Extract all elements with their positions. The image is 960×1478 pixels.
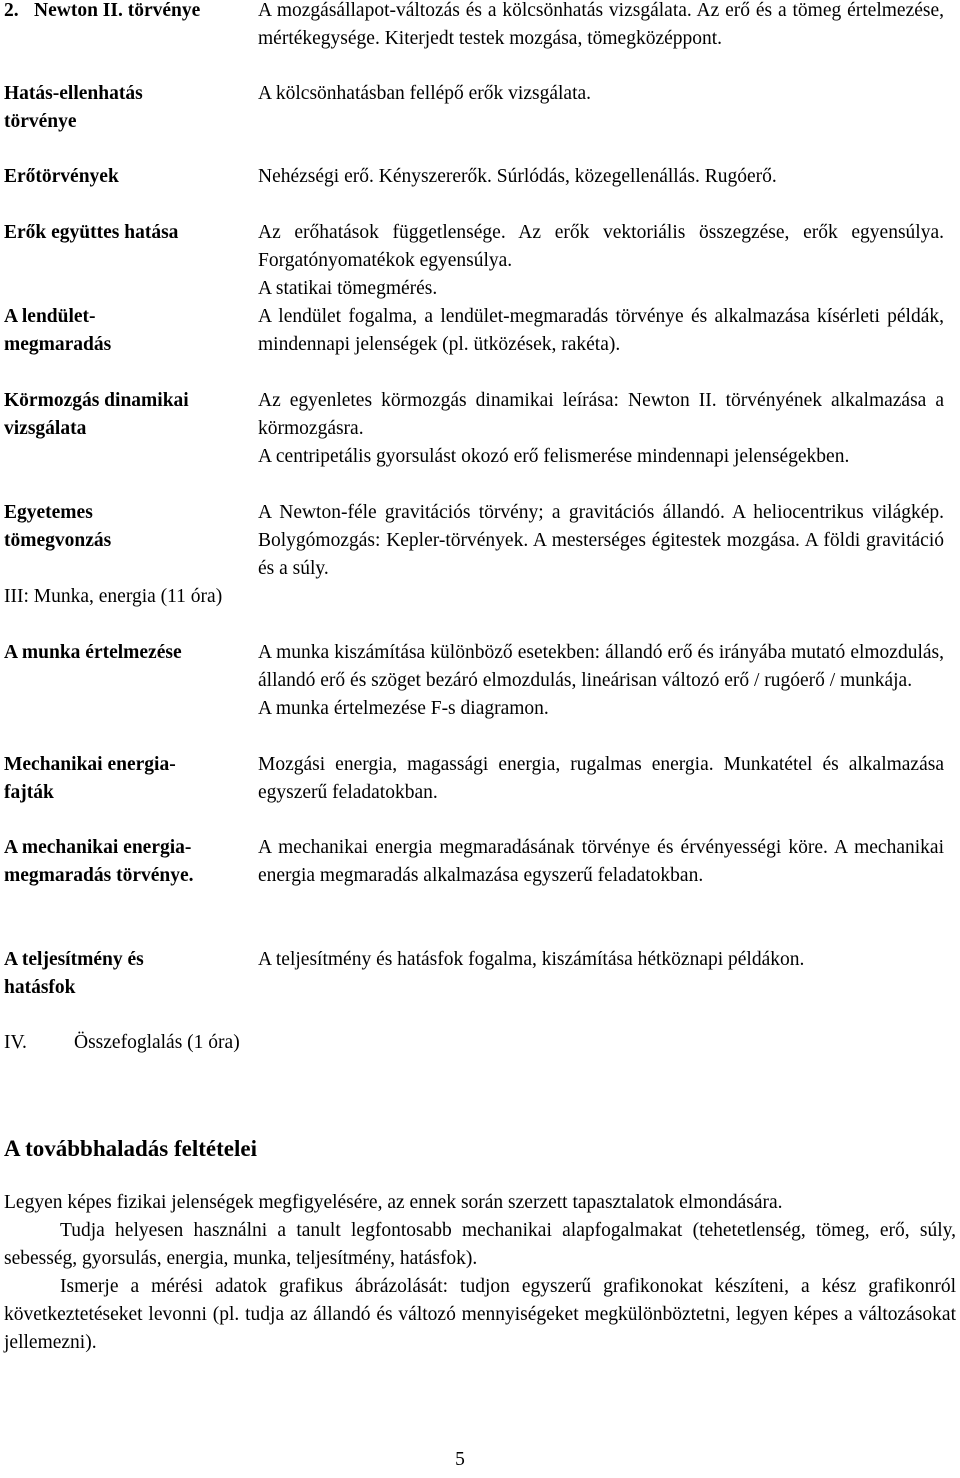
topic-description: Mozgási energia, magassági energia, rugalmas energia. Munkatétel és alkalmazása egyszerű feladatokban.	[258, 754, 944, 803]
topic-row-force-laws	[4, 163, 944, 191]
topic-row-newton-2	[4, 0, 944, 53]
topic-row-mechanical-energy	[4, 751, 944, 807]
topic-description: Az egyenletes körmozgás dinamikai leírása: Newton II. törvényének alkalmazása a körmozgásra. A centripetális gyorsulást okozó erő felismerése mindennapi jelenségekben.	[258, 390, 944, 467]
topic-row-power-efficiency	[4, 946, 944, 1002]
requirement-paragraph: Legyen képes fizikai jelenségek megfigyelésére, az ennek során szerzett tapasztalatok elmondására.	[4, 1192, 783, 1213]
topic-label: A mechanikai energia-megmaradás törvénye.	[4, 837, 194, 886]
topic-row-combined-forces	[4, 219, 944, 303]
topic-description: A mozgásállapot-változás és a kölcsönhatás vizsgálata. Az erő és a tömeg értelmezése, mértékegysége. Kiterjedt testek mozgása, tömegközéppont.	[258, 0, 944, 49]
requirement-paragraph: Ismerje a mérési adatok grafikus ábrázolását: tudjon egyszerű grafikonokat készíteni, a kész grafikonról következtetéseket levonni (pl. tudja az állandó és változó mennyiségeket megkülönböztetni, legyen képes a változásokat jellemezni).	[4, 1276, 956, 1353]
topic-label: Körmozgás dinamikai vizsgálata	[4, 390, 189, 439]
topic-label: A teljesítmény és hatásfok	[4, 949, 144, 998]
topic-row-work	[4, 639, 944, 723]
topic-number: 2.	[4, 0, 19, 21]
topic-row-action-reaction	[4, 80, 944, 136]
topic-description: Az erőhatások függetlensége. Az erők vektoriális összegzése, erők egyensúlya. Forgatónyomatékok egyensúlya. A statikai tömegmérés.	[258, 222, 944, 299]
topic-label: Erők együttes hatása	[4, 222, 179, 243]
topic-row-energy-conservation	[4, 834, 944, 890]
topic-row-circular-motion	[4, 387, 944, 471]
topic-label: Erőtörvények	[4, 166, 119, 187]
topic-label: Mechanikai energia-fajták	[4, 754, 176, 803]
requirement-paragraph: Tudja helyesen használni a tanult legfontosabb mechanikai alapfogalmakat (tehetetlenség, tömeg, erő, súly, sebesség, gyorsulás, energia, munka, teljesítmény, hatásfok).	[4, 1220, 956, 1269]
topic-label: A munka értelmezése	[4, 642, 182, 663]
requirements-heading: A továbbhaladás feltételei	[4, 1136, 257, 1161]
section-title-summary: IV. Összefoglalás (1 óra)	[4, 1029, 240, 1057]
topic-description: Nehézségi erő. Kényszererők. Súrlódás, közegellenállás. Rugóerő.	[258, 166, 777, 187]
topic-label: Hatás-ellenhatás törvénye	[4, 83, 143, 132]
section-number: IV.	[4, 1032, 27, 1053]
topic-row-momentum	[4, 303, 944, 359]
topic-label: Egyetemes tömegvonzás	[4, 502, 112, 551]
topic-row-gravitation	[4, 499, 944, 583]
topic-label: A lendület-megmaradás	[4, 306, 112, 355]
topic-description: A munka kiszámítása különböző esetekben: állandó erő és irányába mutató elmozdulás, állandó erő és szöget bezáró elmozdulás, lineárisan változó erő / rugóerő / munkája. A munka értelmezése F-s diagramon.	[258, 642, 944, 719]
topic-label: 2. Newton II. törvénye	[4, 0, 258, 25]
requirements-text	[4, 1189, 956, 1357]
section-title-work-energy: III: Munka, energia (11 óra)	[4, 586, 223, 607]
topic-description: A mechanikai energia megmaradásának törvénye és érvényességi köre. A mechanikai energia megmaradás alkalmazása egyszerű feladatokban.	[258, 837, 944, 886]
topic-description: A Newton-féle gravitációs törvény; a gravitációs állandó. A heliocentrikus világkép. Bolygómozgás: Kepler-törvények. A mesterséges égitestek mozgása. A földi gravitáció és a súly.	[258, 502, 944, 579]
topic-description: A teljesítmény és hatásfok fogalma, kiszámítása hétköznapi példákon.	[258, 949, 805, 970]
page-number: 5	[455, 1449, 465, 1470]
topic-description: A lendület fogalma, a lendület-megmaradás törvénye és alkalmazása kísérleti példák, mindennapi jelenségek (pl. ütközések, rakéta).	[258, 306, 944, 355]
topic-description: A kölcsönhatásban fellépő erők vizsgálata.	[258, 83, 592, 104]
